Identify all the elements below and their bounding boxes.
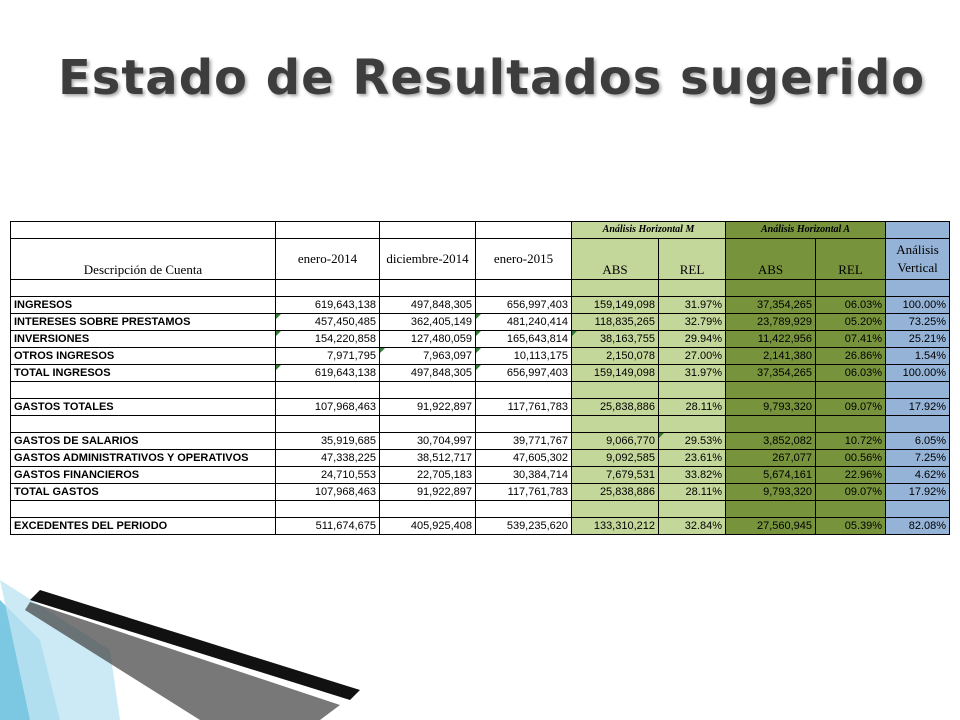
value-enero-2014: 7,971,795 bbox=[276, 348, 380, 365]
value-enero-2014: 154,220,858 bbox=[276, 331, 380, 348]
column-header-abs-m: ABS bbox=[572, 239, 659, 280]
row-description: GASTOS TOTALES bbox=[11, 399, 276, 416]
value-enero-2015: 656,997,403 bbox=[476, 297, 572, 314]
value-diciembre-2014: 38,512,717 bbox=[380, 450, 476, 467]
value-rel-a: 10.72% bbox=[816, 433, 886, 450]
empty-cell bbox=[276, 280, 380, 297]
value-vertical: 17.92% bbox=[886, 484, 950, 501]
empty-cell bbox=[572, 416, 659, 433]
empty-cell bbox=[816, 501, 886, 518]
value-vertical: 7.25% bbox=[886, 450, 950, 467]
column-header-vertical bbox=[886, 239, 950, 280]
value-vertical: 1.54% bbox=[886, 348, 950, 365]
value-abs-a: 37,354,265 bbox=[726, 365, 816, 382]
value-abs-m: 159,149,098 bbox=[572, 297, 659, 314]
empty-cell bbox=[816, 382, 886, 399]
value-diciembre-2014: 362,405,149 bbox=[380, 314, 476, 331]
header-blank-cell bbox=[276, 222, 380, 239]
value-vertical: 100.00% bbox=[886, 297, 950, 314]
table-row bbox=[11, 314, 950, 331]
value-enero-2014: 511,674,675 bbox=[276, 518, 380, 535]
group-header-horizontal-m: Análisis Horizontal M bbox=[572, 222, 726, 239]
empty-cell bbox=[572, 280, 659, 297]
table-row bbox=[11, 348, 950, 365]
row-description: TOTAL GASTOS bbox=[11, 484, 276, 501]
value-rel-a: 05.39% bbox=[816, 518, 886, 535]
spacer-row bbox=[11, 280, 950, 297]
income-statement-table bbox=[10, 221, 950, 535]
row-description: INVERSIONES bbox=[11, 331, 276, 348]
value-rel-a: 22.96% bbox=[816, 467, 886, 484]
empty-cell bbox=[476, 501, 572, 518]
row-description: INTERESES SOBRE PRESTAMOS bbox=[11, 314, 276, 331]
value-abs-m: 118,835,265 bbox=[572, 314, 659, 331]
value-vertical: 4.62% bbox=[886, 467, 950, 484]
value-abs-a: 2,141,380 bbox=[726, 348, 816, 365]
value-enero-2015: 30,384,714 bbox=[476, 467, 572, 484]
row-description: GASTOS FINANCIEROS bbox=[11, 467, 276, 484]
value-enero-2014: 24,710,553 bbox=[276, 467, 380, 484]
value-abs-a: 5,674,161 bbox=[726, 467, 816, 484]
empty-cell bbox=[659, 280, 726, 297]
value-rel-a: 09.07% bbox=[816, 399, 886, 416]
empty-cell bbox=[886, 280, 950, 297]
row-description: GASTOS DE SALARIOS bbox=[11, 433, 276, 450]
value-enero-2015: 481,240,414 bbox=[476, 314, 572, 331]
value-enero-2015: 539,235,620 bbox=[476, 518, 572, 535]
value-enero-2014: 35,919,685 bbox=[276, 433, 380, 450]
value-enero-2014: 619,643,138 bbox=[276, 297, 380, 314]
column-header-abs-a: ABS bbox=[726, 239, 816, 280]
value-vertical: 25.21% bbox=[886, 331, 950, 348]
spacer-row bbox=[11, 501, 950, 518]
value-rel-m: 28.11% bbox=[659, 399, 726, 416]
table-row bbox=[11, 365, 950, 382]
column-header-rel-a: REL bbox=[816, 239, 886, 280]
group-header-row bbox=[11, 222, 950, 239]
value-vertical: 73.25% bbox=[886, 314, 950, 331]
table-row bbox=[11, 467, 950, 484]
value-vertical: 6.05% bbox=[886, 433, 950, 450]
table-row bbox=[11, 399, 950, 416]
value-abs-a: 9,793,320 bbox=[726, 399, 816, 416]
value-rel-m: 29.94% bbox=[659, 331, 726, 348]
group-header-horizontal-a: Análisis Horizontal A bbox=[726, 222, 886, 239]
value-abs-m: 133,310,212 bbox=[572, 518, 659, 535]
value-enero-2014: 107,968,463 bbox=[276, 484, 380, 501]
value-abs-a: 267,077 bbox=[726, 450, 816, 467]
value-rel-m: 31.97% bbox=[659, 297, 726, 314]
corner-decoration bbox=[0, 580, 360, 720]
value-enero-2015: 656,997,403 bbox=[476, 365, 572, 382]
row-description: INGRESOS bbox=[11, 297, 276, 314]
table-row bbox=[11, 484, 950, 501]
empty-cell bbox=[572, 501, 659, 518]
empty-cell bbox=[11, 382, 276, 399]
empty-cell bbox=[276, 501, 380, 518]
empty-cell bbox=[886, 501, 950, 518]
value-diciembre-2014: 91,922,897 bbox=[380, 399, 476, 416]
empty-cell bbox=[726, 501, 816, 518]
empty-cell bbox=[816, 416, 886, 433]
value-rel-a: 00.56% bbox=[816, 450, 886, 467]
page-title: Estado de Resultados sugerido bbox=[58, 50, 926, 106]
empty-cell bbox=[476, 416, 572, 433]
empty-cell bbox=[659, 501, 726, 518]
value-vertical: 82.08% bbox=[886, 518, 950, 535]
value-rel-m: 27.00% bbox=[659, 348, 726, 365]
empty-cell bbox=[380, 501, 476, 518]
row-description: OTROS INGRESOS bbox=[11, 348, 276, 365]
income-statement-table-wrapper bbox=[10, 221, 949, 535]
empty-cell bbox=[380, 416, 476, 433]
value-abs-m: 9,092,585 bbox=[572, 450, 659, 467]
value-enero-2014: 47,338,225 bbox=[276, 450, 380, 467]
column-header-enero-2014: enero-2014 bbox=[276, 239, 380, 280]
header-blank-cell bbox=[11, 222, 276, 239]
row-description: EXCEDENTES DEL PERIODO bbox=[11, 518, 276, 535]
value-abs-m: 7,679,531 bbox=[572, 467, 659, 484]
value-rel-a: 09.07% bbox=[816, 484, 886, 501]
column-header-rel-m: REL bbox=[659, 239, 726, 280]
value-rel-m: 32.79% bbox=[659, 314, 726, 331]
table-row bbox=[11, 297, 950, 314]
value-diciembre-2014: 497,848,305 bbox=[380, 365, 476, 382]
value-diciembre-2014: 22,705,183 bbox=[380, 467, 476, 484]
value-rel-a: 26.86% bbox=[816, 348, 886, 365]
value-enero-2015: 117,761,783 bbox=[476, 484, 572, 501]
table-row bbox=[11, 450, 950, 467]
table-row bbox=[11, 331, 950, 348]
value-abs-m: 159,149,098 bbox=[572, 365, 659, 382]
value-abs-a: 11,422,956 bbox=[726, 331, 816, 348]
header-blank-cell bbox=[476, 222, 572, 239]
value-rel-m: 29.53% bbox=[659, 433, 726, 450]
empty-cell bbox=[276, 416, 380, 433]
empty-cell bbox=[11, 416, 276, 433]
empty-cell bbox=[886, 416, 950, 433]
column-header-diciembre-2014: diciembre-2014 bbox=[380, 239, 476, 280]
value-rel-a: 07.41% bbox=[816, 331, 886, 348]
value-abs-a: 9,793,320 bbox=[726, 484, 816, 501]
value-abs-m: 25,838,886 bbox=[572, 484, 659, 501]
value-abs-a: 27,560,945 bbox=[726, 518, 816, 535]
value-enero-2014: 457,450,485 bbox=[276, 314, 380, 331]
empty-cell bbox=[476, 280, 572, 297]
value-vertical: 17.92% bbox=[886, 399, 950, 416]
empty-cell bbox=[572, 382, 659, 399]
value-rel-m: 31.97% bbox=[659, 365, 726, 382]
empty-cell bbox=[726, 416, 816, 433]
column-header-vertical-line-2: Vertical bbox=[897, 260, 938, 275]
column-header-row bbox=[11, 239, 950, 280]
value-enero-2015: 39,771,767 bbox=[476, 433, 572, 450]
empty-cell bbox=[886, 382, 950, 399]
value-rel-m: 33.82% bbox=[659, 467, 726, 484]
value-vertical: 100.00% bbox=[886, 365, 950, 382]
empty-cell bbox=[380, 382, 476, 399]
value-diciembre-2014: 7,963,097 bbox=[380, 348, 476, 365]
empty-cell bbox=[726, 280, 816, 297]
value-rel-m: 23.61% bbox=[659, 450, 726, 467]
empty-cell bbox=[816, 280, 886, 297]
empty-cell bbox=[276, 382, 380, 399]
value-enero-2015: 10,113,175 bbox=[476, 348, 572, 365]
header-blank-cell bbox=[886, 222, 950, 239]
value-diciembre-2014: 497,848,305 bbox=[380, 297, 476, 314]
value-diciembre-2014: 405,925,408 bbox=[380, 518, 476, 535]
value-diciembre-2014: 127,480,059 bbox=[380, 331, 476, 348]
value-abs-a: 3,852,082 bbox=[726, 433, 816, 450]
value-enero-2014: 619,643,138 bbox=[276, 365, 380, 382]
value-abs-m: 25,838,886 bbox=[572, 399, 659, 416]
value-enero-2014: 107,968,463 bbox=[276, 399, 380, 416]
value-rel-a: 06.03% bbox=[816, 365, 886, 382]
value-enero-2015: 117,761,783 bbox=[476, 399, 572, 416]
empty-cell bbox=[476, 382, 572, 399]
column-header-descripcion: Descripción de Cuenta bbox=[11, 239, 276, 280]
value-abs-m: 9,066,770 bbox=[572, 433, 659, 450]
empty-cell bbox=[11, 280, 276, 297]
value-rel-a: 06.03% bbox=[816, 297, 886, 314]
empty-cell bbox=[659, 416, 726, 433]
value-rel-m: 28.11% bbox=[659, 484, 726, 501]
empty-cell bbox=[380, 280, 476, 297]
row-description: TOTAL INGRESOS bbox=[11, 365, 276, 382]
column-header-vertical-line-1: Análisis bbox=[896, 242, 939, 257]
value-abs-m: 2,150,078 bbox=[572, 348, 659, 365]
value-rel-m: 32.84% bbox=[659, 518, 726, 535]
header-blank-cell bbox=[380, 222, 476, 239]
column-header-enero-2015: enero-2015 bbox=[476, 239, 572, 280]
row-description: GASTOS ADMINISTRATIVOS Y OPERATIVOS bbox=[11, 450, 276, 467]
value-enero-2015: 165,643,814 bbox=[476, 331, 572, 348]
value-enero-2015: 47,605,302 bbox=[476, 450, 572, 467]
value-abs-m: 38,163,755 bbox=[572, 331, 659, 348]
spacer-row bbox=[11, 382, 950, 399]
empty-cell bbox=[659, 382, 726, 399]
spacer-row bbox=[11, 416, 950, 433]
value-rel-a: 05.20% bbox=[816, 314, 886, 331]
value-abs-a: 23,789,929 bbox=[726, 314, 816, 331]
empty-cell bbox=[726, 382, 816, 399]
table-row bbox=[11, 433, 950, 450]
value-abs-a: 37,354,265 bbox=[726, 297, 816, 314]
value-diciembre-2014: 91,922,897 bbox=[380, 484, 476, 501]
value-diciembre-2014: 30,704,997 bbox=[380, 433, 476, 450]
empty-cell bbox=[11, 501, 276, 518]
table-row bbox=[11, 518, 950, 535]
